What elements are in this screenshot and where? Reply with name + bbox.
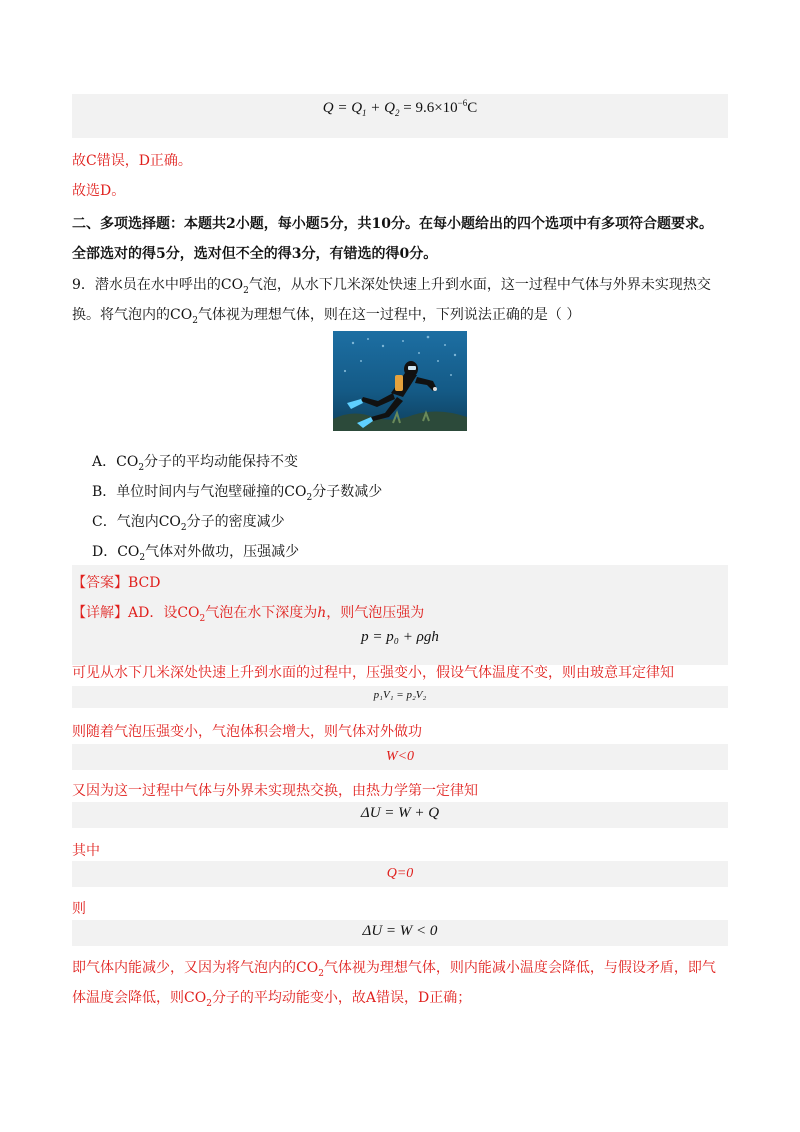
equation-pressure: p = p₀ + ρgh bbox=[361, 629, 439, 645]
option-a: A．$CO_2$分子的平均动能保持不变 bbox=[92, 454, 299, 473]
equation-du-negative: ΔU = W < 0 bbox=[362, 923, 438, 939]
equation-q-zero: Q=0 bbox=[386, 866, 414, 881]
equation-q-total: $Q = Q_1 + Q_2 = 9.6\times 10^{-6}C$ bbox=[322, 98, 478, 118]
option-c: C．气泡内$CO_2$分子的密度减少 bbox=[92, 514, 285, 533]
question-9-line1: 9．潜水员在水中呼出的$CO_2$气泡，从水下几米深处快速上升到水面，这一过程中气体与外界未实现热交 bbox=[72, 277, 711, 296]
conclusion-choose-d: 故选D。 bbox=[72, 183, 126, 199]
equation-work: W<0 bbox=[385, 749, 415, 764]
explanation-work: 则随着气泡压强变小，气泡体积会增大，则气体对外做功 bbox=[72, 724, 422, 740]
question-9-line2: 换。将气泡内的$CO_2$气体视为理想气体，则在这一过程中，下列说法正确的是（ ） bbox=[72, 307, 581, 326]
conclusion-c-wrong: 故C错误，D正确。 bbox=[72, 153, 192, 169]
option-d: D．$CO_2$气体对外做功，压强减少 bbox=[92, 544, 300, 563]
option-b: B．单位时间内与气泡壁碰撞的$CO_2$分子数减少 bbox=[92, 484, 383, 503]
final-explanation-line1: 即气体内能减少，又因为将气泡内的$CO_2$气体视为理想气体，则内能减小温度会降低，与假设矛盾，即气 bbox=[72, 960, 716, 979]
equation-first-law: ΔU = W + Q bbox=[360, 805, 440, 821]
final-explanation-line2: 体温度会降低，则$CO_2$分子的平均动能变小，故A错误，D正确； bbox=[72, 990, 472, 1009]
answer-label: 【答案】BCD bbox=[72, 575, 161, 591]
explanation-then: 则 bbox=[72, 901, 86, 917]
section-heading-line1: 二、多项选择题：本题共2小题，每小题5分，共10分。在每小题给出的四个选项中有多项符合题要求。 bbox=[72, 216, 713, 232]
explanation-thermo: 又因为这一过程中气体与外界未实现热交换，由热力学第一定律知 bbox=[72, 783, 478, 799]
explanation-boyle: 可见从水下几米深处快速上升到水面的过程中，压强变小，假设气体温度不变，则由玻意耳定律知 bbox=[72, 665, 674, 681]
section-heading-line2: 全部选对的得5分，选对但不全的得3分，有错选的得0分。 bbox=[72, 246, 438, 262]
detail-intro: 【详解】AD．设$CO_2$气泡在水下深度为h，则气泡压强为 bbox=[72, 605, 425, 624]
equation-boyle: p₁V₁ = p₂V₂ bbox=[373, 689, 427, 701]
diver-photo bbox=[333, 331, 467, 431]
explanation-where: 其中 bbox=[72, 843, 100, 859]
